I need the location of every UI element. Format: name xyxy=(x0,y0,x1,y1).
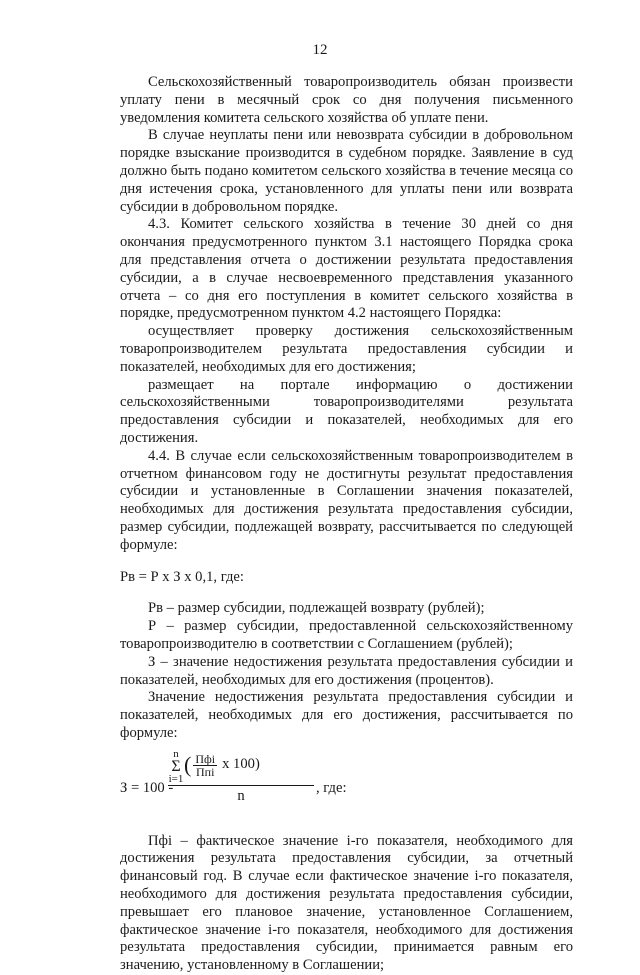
paragraph-nonachievement: Значение недостижения результата предоставления субсидии и показателей, необходимых для его достижения, рассчитывается по формуле: xyxy=(120,689,573,741)
formula-where: , где: xyxy=(316,779,347,796)
sum-lower-limit: i=1 xyxy=(168,772,184,785)
ratio-denominator: Ппi xyxy=(196,764,215,779)
ratio-numerator: Пфi xyxy=(195,751,216,766)
formula-lhs: З = 100 - xyxy=(120,779,174,796)
paragraph-4-3: 4.3. Комитет сельского хозяйства в течение 30 дней со дня окончания предусмотренного пунктом 3.1 настоящего Порядка срока для представления отчета о достижении результата предоставления субсидии, а в случае несвоевременного представления указанного отчета – со дня его поступления в комитет сельского хозяйства в порядке, предусмотренном пунктом 4.2 настоящего Порядка: xyxy=(120,216,573,322)
sum-upper-limit: n xyxy=(173,747,179,760)
paragraph-4-4: 4.4. В случае если сельскохозяйственным товаропроизводителем в отчетном финансовом году не достигнуты результат предоставления субсидии и установленные в Соглашении значения показателей, необходимых для достижения результата предоставления субсидии, размер субсидии, подлежащей возврату, рассчитывается по следующей формуле: xyxy=(120,447,573,553)
paragraph-portal-publication: размещает на портале информацию о достижении сельскохозяйственными товаропроизводителями результата предоставления субсидии и показателей, необходимых для его достижения. xyxy=(120,376,573,446)
formula-nonachievement xyxy=(120,749,573,815)
document-body xyxy=(120,74,573,975)
sum-symbol xyxy=(168,749,184,785)
definition-z: З – значение недостижения результата предоставления субсидии и показателей, необходимых для его достижения (процентов). xyxy=(120,653,573,688)
paragraph-court-recovery: В случае неуплаты пени или невозврата субсидии в добровольном порядке взыскание производится в судебном порядке. Заявление в суд должно быть подано комитетом сельского хозяйства в течение месяца со дня истечения срока, установленного для уплаты пени или возврата субсидии в добровольном порядке. xyxy=(120,127,573,215)
formula-refund-amount: Рв = Р х З х 0,1, где: xyxy=(120,568,244,585)
formula-fraction xyxy=(168,747,298,804)
paragraph-penalty-payment: Сельскохозяйственный товаропроизводитель обязан произвести уплату пени в месячный срок со дня получения письменного уведомления комитета сельского хозяйства об уплате пени. xyxy=(120,74,573,126)
fraction-bar xyxy=(168,785,314,786)
sigma-glyph: Σ xyxy=(171,757,181,775)
sum-term xyxy=(184,753,260,778)
open-parenthesis: ( xyxy=(184,752,192,778)
definition-rv: Рв – размер субсидии, подлежащей возврату (рублей); xyxy=(148,600,485,617)
formula-numerator xyxy=(168,749,298,783)
page-number: 12 xyxy=(312,42,328,58)
definition-pf: Пфi – фактическое значение i-го показателя, необходимого для достижения результата предоставления субсидии, за отчетный финансовый год. В случае если фактическое значение i-го показателя, необходимого для достижения результата предоставления субсидии, превышает его плановое значение, установленное Соглашением, фактическое значение i-го показателя, необходимого для достижения результата предоставления субсидии, принимается равным его значению, установленному в Соглашении; xyxy=(120,832,573,974)
times-hundred: х 100) xyxy=(222,756,260,773)
ratio-fraction xyxy=(193,753,217,778)
paragraph-verification: осуществляет проверку достижения сельскохозяйственным товаропроизводителем результата предоставления субсидии и показателей, необходимых для его достижения; xyxy=(120,323,573,375)
definition-r: Р – размер субсидии, предоставленной сельскохозяйственному товаропроизводителю в соответствии с Соглашением (рублей); xyxy=(120,618,573,652)
formula-denominator: n xyxy=(237,787,245,804)
